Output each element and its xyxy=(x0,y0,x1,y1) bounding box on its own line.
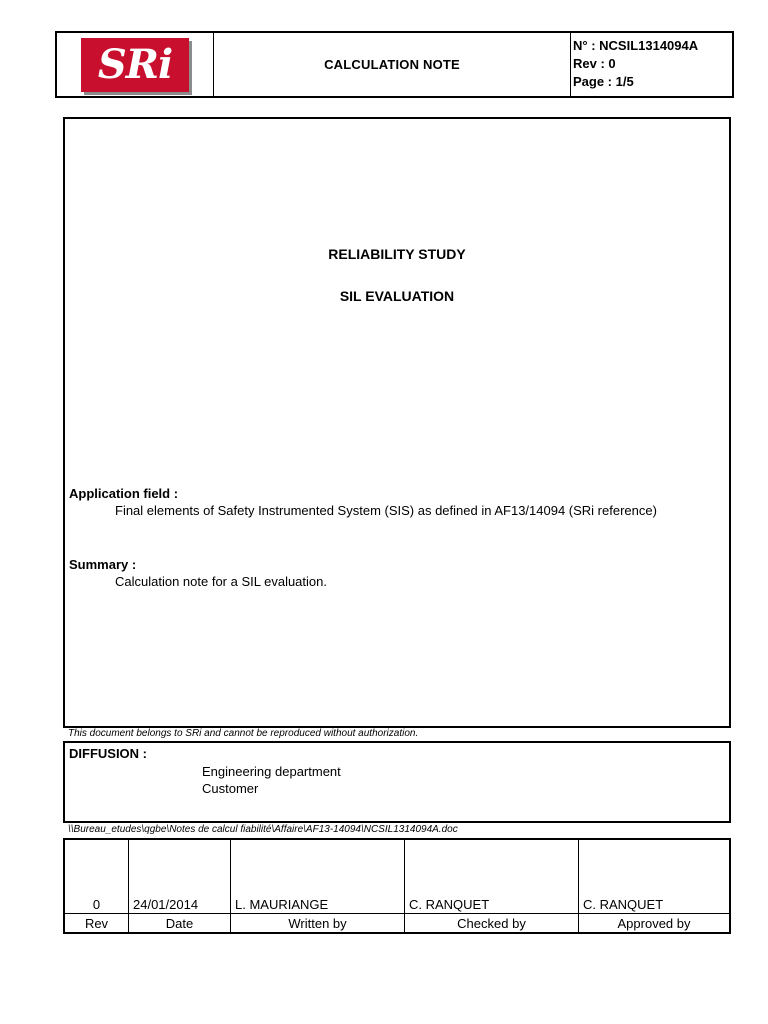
copyright-notice: This document belongs to SRi and cannot be reproduced without authorization. xyxy=(68,728,419,739)
page-number: Page : 1/5 xyxy=(573,74,634,89)
diffusion-item: Customer xyxy=(202,781,259,796)
file-path: \\Bureau_etudes\qgbe\Notes de calcul fiabilité\Affaire\AF13-14094\NCSIL1314094A.doc xyxy=(68,824,458,835)
rev-value: 0 xyxy=(65,840,129,913)
logo-text: SRi xyxy=(97,41,173,88)
approved-by-header: Approved by xyxy=(579,913,729,932)
revision-table xyxy=(63,838,731,934)
application-field-label: Application field : xyxy=(69,486,179,501)
diffusion-label: DIFFUSION : xyxy=(69,746,147,761)
document-reference xyxy=(571,33,732,96)
summary-label: Summary : xyxy=(69,557,137,572)
written-by-value: L. MAURIANGE xyxy=(231,840,405,913)
diffusion-box xyxy=(63,741,731,823)
written-by-header: Written by xyxy=(231,913,405,932)
diffusion-item: Engineering department xyxy=(202,764,341,779)
logo-cell xyxy=(57,33,214,96)
checked-by-value: C. RANQUET xyxy=(405,840,579,913)
document-type-title: CALCULATION NOTE xyxy=(214,33,571,96)
study-subtitle: SIL EVALUATION xyxy=(339,288,455,304)
document-header xyxy=(55,31,734,98)
approved-by-value: C. RANQUET xyxy=(583,897,664,912)
document-revision: Rev : 0 xyxy=(573,56,616,71)
application-field-text: Final elements of Safety Instrumented System (SIS) as defined in AF13/14094 (SRi reference) xyxy=(115,503,657,518)
sri-logo xyxy=(81,38,189,92)
main-content-box xyxy=(63,117,731,728)
rev-header: Rev xyxy=(65,913,129,932)
study-title: RELIABILITY STUDY xyxy=(328,246,466,262)
date-header: Date xyxy=(129,913,231,932)
summary-text: Calculation note for a SIL evaluation. xyxy=(115,574,327,589)
document-number: N° : NCSIL1314094A xyxy=(573,38,699,53)
checked-by-header: Checked by xyxy=(405,913,579,932)
date-value: 24/01/2014 xyxy=(129,840,231,913)
